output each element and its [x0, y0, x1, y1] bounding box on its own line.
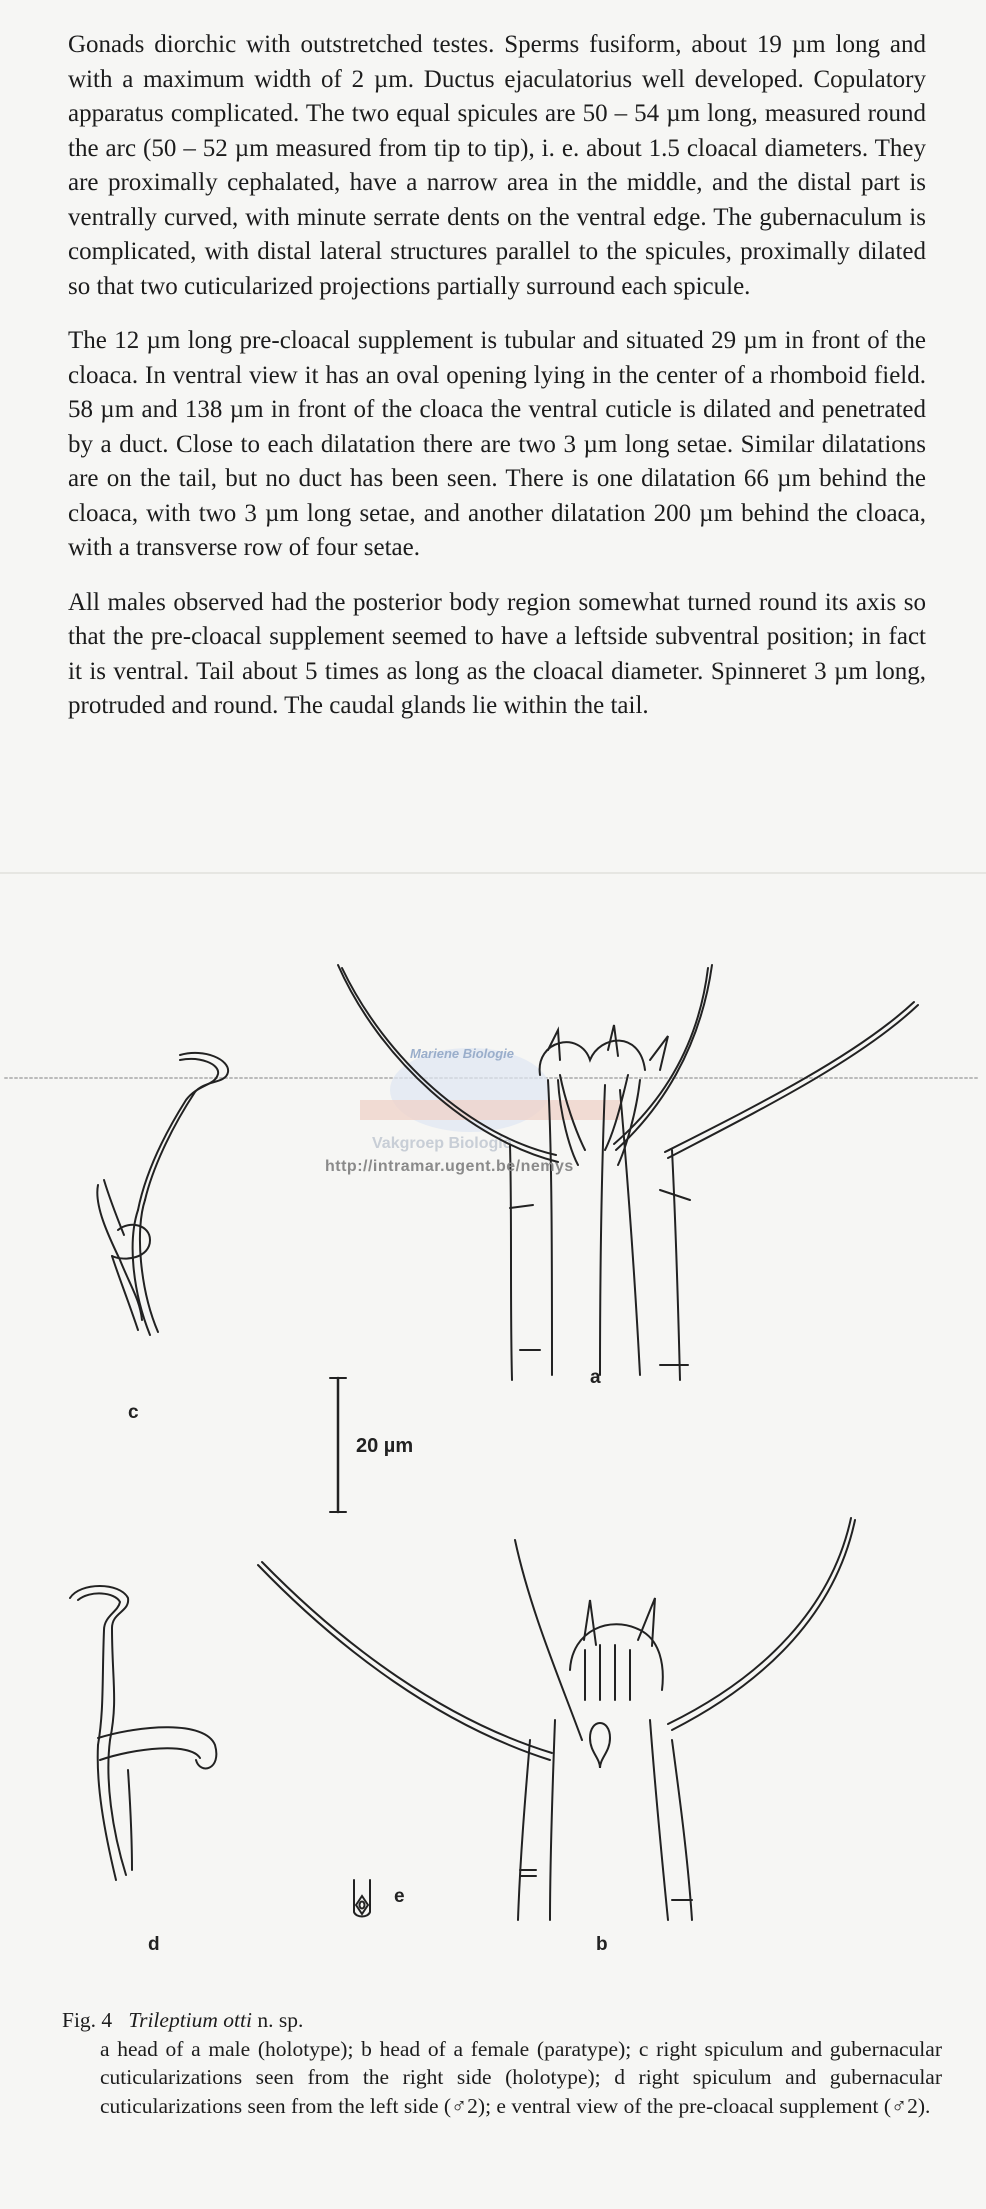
label-b: b [596, 1934, 608, 1955]
paragraph-supplement: The 12 µm long pre-cloacal supplement is tubular and situated 29 µm in front of the cloaca. In ventral view it has an oval opening lying in the center of a rhomboid field. 58 µm and 138 µm in front of the cloaca the ventral cuticle is dilated and penetrated by a duct. Close to each dilatation there are two 3 µm long setae. Similar dilatations are on the tail, but no duct has been seen. There is one dilatation 66 µm behind the cloaca, with two 3 µm long setae, and another dilatation 200 µm behind the cloaca, with a transverse row of four setae. [68, 327, 926, 561]
label-a: a [590, 1367, 601, 1388]
caption-fig-number: Fig. 4 [62, 2008, 113, 2032]
drawing-d-spiculum-left-side [70, 1586, 216, 1880]
label-c: c [128, 1402, 139, 1423]
caption-heading [62, 2006, 942, 2035]
watermark-logo-bottom: Vakgroep Biologie [372, 1135, 512, 1152]
page-divider [0, 872, 986, 874]
body-text [68, 28, 926, 744]
watermark-url: http://intramar.ugent.be/nemys [325, 1158, 574, 1175]
caption-body: a head of a male (holotype); b head of a female (paratype); c right spiculum and gubernacular cuticularizations seen from the right side (holotype); d right spiculum and gubernacular cuticularizations seen from the left side (♂2); e ventral view of the pre-cloacal supplement (♂2). [100, 2036, 942, 2118]
scale-bar [330, 1378, 346, 1512]
watermark-logo-top: Mariene Biologie [410, 1046, 515, 1061]
drawing-e-supplement [354, 1880, 370, 1917]
paragraph-males: All males observed had the posterior body region somewhat turned round its axis so that the pre-cloacal supplement seemed to have a leftside subventral position; in fact it is ventral. Tail about 5 times as long as the cloacal diameter. Spinneret 3 µm long, protruded and round. The caudal glands lie within the tail. [68, 588, 926, 719]
caption-species: Trileptium otti [128, 2008, 252, 2032]
scale-bar-label: 20 µm [356, 1435, 414, 1457]
paragraph-gonads: Gonads diorchic with outstretched testes. Sperms fusiform, about 19 µm long and with a maximum width of 2 µm. Ductus ejaculatorius well developed. Copulatory apparatus complicated. The two equal spicules are 50 – 54 µm long, measured round the arc (50 – 52 µm measured from tip to tip), i. e. about 1.5 cloacal diameters. They are proximally cephalated, have a narrow area in the middle, and the distal part is ventrally curved, with minute serrate dents on the ventral edge. The gubernaculum is complicated, with distal lateral structures parallel to the spicules, proximally dilated so that two cuticularized projections partially surround each spicule. [68, 31, 926, 300]
drawing-c-spiculum-right-side [97, 1053, 228, 1335]
watermark-logo [360, 1046, 620, 1152]
figure-4-drawing [0, 880, 986, 1990]
label-d: d [148, 1934, 160, 1955]
figure-caption [62, 2006, 942, 2120]
drawing-b-female-head [258, 1518, 855, 1920]
label-e: e [394, 1886, 405, 1907]
caption-suffix: n. sp. [257, 2008, 304, 2032]
